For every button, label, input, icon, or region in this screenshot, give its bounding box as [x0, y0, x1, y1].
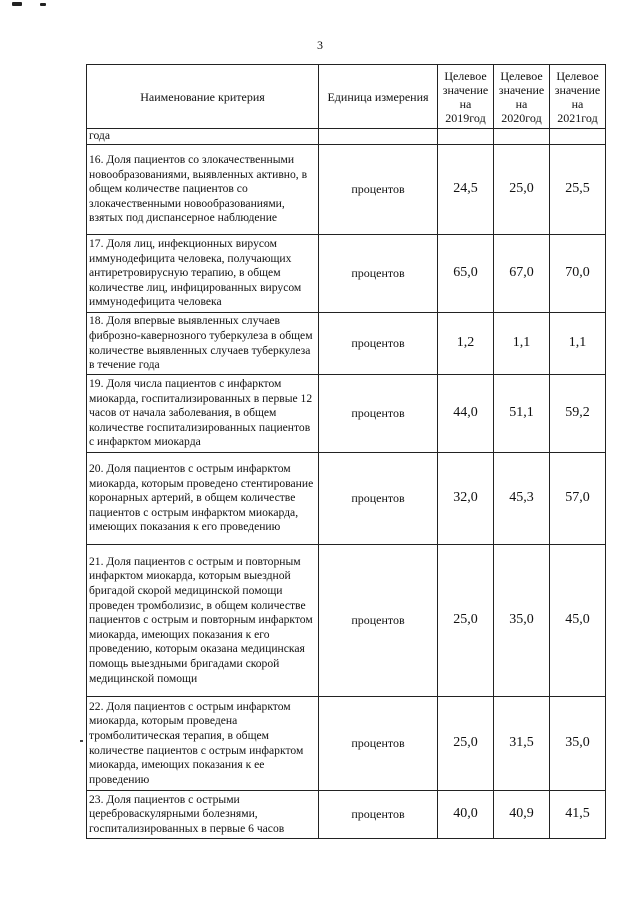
table-row	[87, 545, 606, 697]
value-2020: 31,5	[494, 697, 550, 791]
criterion-unit: процентов	[319, 791, 438, 839]
criterion-name: 18. Доля впервые выявленных случаев фиброзно-кавернозного туберкулеза в общем количестве выявленных случаев туберкулеза в течение года	[87, 313, 319, 375]
criterion-name: 16. Доля пациентов со злокачественными новообразованиями, выявленных активно, в общем количестве пациентов со злокачественными новообразованиями, взятых под диспансерное наблюдение	[87, 145, 319, 235]
header-target-2020: Целевое значение на 2020год	[494, 65, 550, 129]
value-2020: 45,3	[494, 453, 550, 545]
value-2020: 1,1	[494, 313, 550, 375]
value-2021: 70,0	[550, 235, 606, 313]
criterion-name: 22. Доля пациентов с острым инфарктом миокарда, которым проведена тромболитическая терапия, в общем количестве пациентов с острым инфарктом миокарда, имеющих показания к ее проведению	[87, 697, 319, 791]
criterion-unit: процентов	[319, 453, 438, 545]
criterion-unit: процентов	[319, 145, 438, 235]
table-row	[87, 375, 606, 453]
carry-over-row	[87, 129, 606, 145]
value-2020: 67,0	[494, 235, 550, 313]
value-2019: 32,0	[438, 453, 494, 545]
criterion-unit: процентов	[319, 313, 438, 375]
table-header-row	[87, 65, 606, 129]
scan-artifact	[40, 3, 46, 6]
value-2019: 44,0	[438, 375, 494, 453]
header-criterion-name: Наименование критерия	[87, 65, 319, 129]
header-unit: Единица измерения	[319, 65, 438, 129]
carry-over-text: года	[87, 129, 319, 145]
criterion-name: 20. Доля пациентов с острым инфарктом миокарда, которым проведено стентирование коронарных артерий, в общем количестве пациентов с острым инфарктом миокарда, имеющих показания к его проведению	[87, 453, 319, 545]
criterion-unit: процентов	[319, 235, 438, 313]
table-row	[87, 313, 606, 375]
value-2019: 24,5	[438, 145, 494, 235]
table-row	[87, 235, 606, 313]
value-2020: 51,1	[494, 375, 550, 453]
empty-cell	[550, 129, 606, 145]
criterion-name: 23. Доля пациентов с острыми цереброваскулярными болезнями, госпитализированных в первые 6 часов	[87, 791, 319, 839]
scan-artifact	[12, 2, 22, 6]
criterion-name: 19. Доля числа пациентов с инфарктом миокарда, госпитализированных в первые 12 часов от начала заболевания, в общем количестве госпитализированных пациентов с инфарктом миокарда	[87, 375, 319, 453]
value-2020: 40,9	[494, 791, 550, 839]
table-row	[87, 697, 606, 791]
criteria-table	[86, 64, 606, 839]
value-2019: 25,0	[438, 697, 494, 791]
value-2019: 1,2	[438, 313, 494, 375]
value-2020: 35,0	[494, 545, 550, 697]
value-2019: 65,0	[438, 235, 494, 313]
value-2019: 25,0	[438, 545, 494, 697]
value-2021: 57,0	[550, 453, 606, 545]
value-2021: 41,5	[550, 791, 606, 839]
page-number: 3	[317, 38, 323, 52]
value-2021: 45,0	[550, 545, 606, 697]
criterion-name: 17. Доля лиц, инфекционных вирусом иммунодефицита человека, получающих антиретровирусную терапию, в общем количестве лиц, инфицированных вирусом иммунодефицита человека	[87, 235, 319, 313]
value-2021: 25,5	[550, 145, 606, 235]
table-row	[87, 145, 606, 235]
empty-cell	[494, 129, 550, 145]
criterion-unit: процентов	[319, 375, 438, 453]
value-2019: 40,0	[438, 791, 494, 839]
empty-cell	[319, 129, 438, 145]
value-2021: 59,2	[550, 375, 606, 453]
header-target-2019: Целевое значение на 2019год	[438, 65, 494, 129]
criterion-name: 21. Доля пациентов с острым и повторным инфарктом миокарда, которым выездной бригадой скорой медицинской помощи проведен тромболизис, в общем количестве пациентов с острым и повторным инфарктом миокарда, имеющих показания к его проведению, которым оказана медицинская помощь выездными бригадами скорой медицинской помощи	[87, 545, 319, 697]
value-2021: 1,1	[550, 313, 606, 375]
scan-artifact	[80, 740, 83, 742]
header-target-2021: Целевое значение на 2021год	[550, 65, 606, 129]
criterion-unit: процентов	[319, 545, 438, 697]
criterion-unit: процентов	[319, 697, 438, 791]
value-2021: 35,0	[550, 697, 606, 791]
table-row	[87, 791, 606, 839]
value-2020: 25,0	[494, 145, 550, 235]
table-row	[87, 453, 606, 545]
empty-cell	[438, 129, 494, 145]
